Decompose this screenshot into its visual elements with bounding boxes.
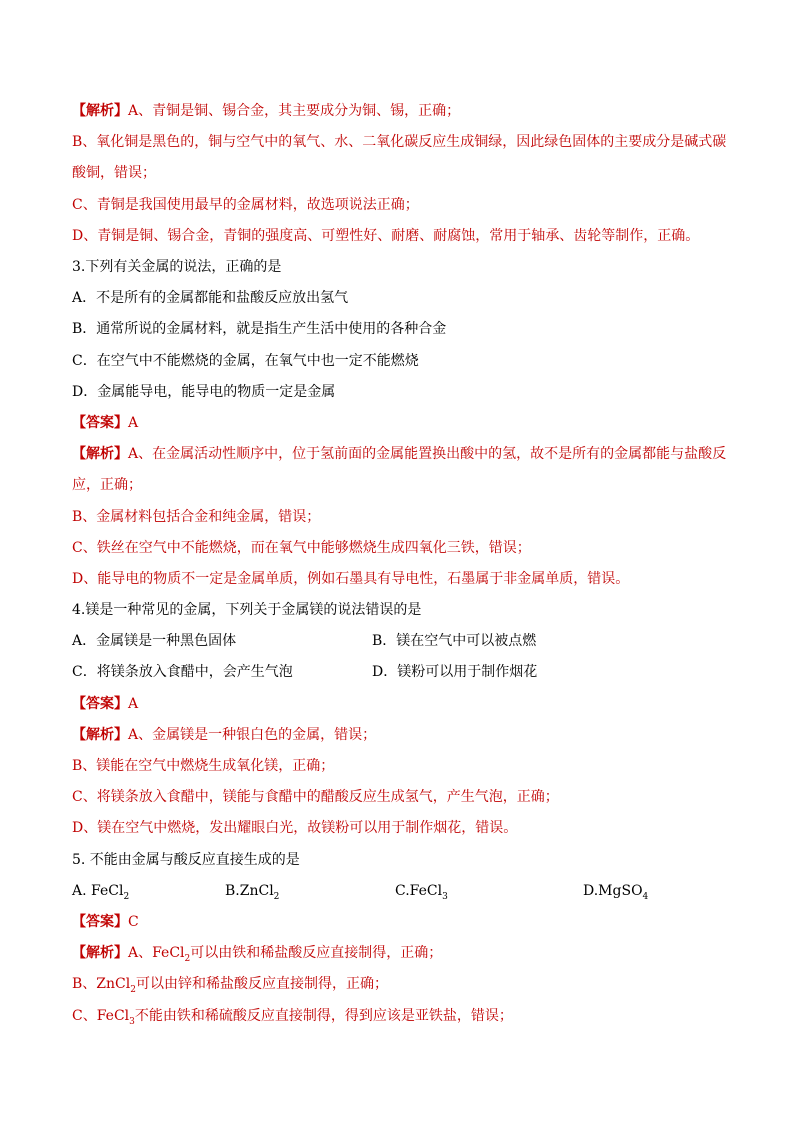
q4-option-d: D．镁粉可以用于制作烟花 [372, 664, 538, 681]
q4-option-b: B．镁在空气中可以被点燃 [372, 633, 537, 650]
q5-option-d: D.MgSO$_4$ [583, 882, 649, 902]
q4-analysis-c: C、将镁条放入食醋中，镁能与食醋中的醋酸反应生成氢气，产生气泡，正确； [72, 789, 559, 806]
q3-analysis-c: C、铁丝在空气中不能燃烧，而在氧气中能够燃烧生成四氧化三铁，错误； [72, 539, 531, 556]
q2-analysis-d: D、青铜是铜、锡合金，青铜的强度高、可塑性好、耐磨、耐腐蚀，常用于轴承、齿轮等制作，正确。 [72, 227, 700, 244]
q4-options-row-1 [72, 626, 732, 657]
q5-options-row [72, 876, 732, 907]
q3-stem: 3.下列有关金属的说法，正确的是 [72, 258, 282, 275]
q3-analysis-b: B、金属材料包括合金和纯金属，错误； [72, 508, 321, 525]
q4-analysis-d: D、镁在空气中燃烧，发出耀眼白光，故镁粉可以用于制作烟花，错误。 [72, 820, 518, 837]
q3-analysis-d: D、能导电的物质不一定是金属单质，例如石墨具有导电性，石墨属于非金属单质，错误。 [72, 570, 630, 587]
q3-option-d: D．金属能导电，能导电的物质一定是金属 [72, 383, 336, 400]
q3-option-b: B．通常所说的金属材料，就是指生产生活中使用的各种合金 [72, 321, 447, 338]
q4-answer: 【答案】A [72, 695, 139, 712]
q4-options-row-2 [72, 657, 732, 688]
q5-analysis-a: 【解析】A、FeCl$_2$可以由铁和稀盐酸反应直接制得，正确； [72, 945, 443, 964]
q4-analysis-b: B、镁能在空气中燃烧生成氧化镁，正确； [72, 758, 335, 774]
q3-answer: 【答案】A [72, 414, 139, 431]
q2-analysis-a: 【解析】A、青铜是铜、锡合金，其主要成分为铜、锡，正确； [72, 103, 461, 119]
q5-analysis-c: C、FeCl$_3$不能由铁和稀硫酸反应直接制得，得到应该是亚铁盐，错误； [72, 1007, 513, 1027]
q5-analysis-b: B、ZnCl$_2$可以由锌和稀盐酸反应直接制得，正确； [72, 976, 388, 996]
q3-option-c: C．在空气中不能燃烧的金属，在氧气中也一定不能燃烧 [72, 352, 419, 369]
q2-analysis-c: C、青铜是我国使用最早的金属材料，故选项说法正确； [72, 196, 419, 213]
q3-analysis-a: 【解析】A、在金属活动性顺序中，位于氢前面的金属能置换出酸中的氢，故不是所有的金属都能与盐酸反应，正确； [72, 446, 727, 494]
document-page [72, 96, 732, 1032]
q5-answer: 【答案】C [72, 913, 139, 930]
q5-option-b: B.ZnCl$_2$ [225, 882, 280, 902]
q4-stem: 4.镁是一种常见的金属，下列关于金属镁的说法错误的是 [72, 602, 422, 619]
analysis-tag: 【解析】 [72, 103, 128, 119]
q3-option-a: A．不是所有的金属都能和盐酸反应放出氢气 [72, 290, 349, 307]
q5-option-a: A. FeCl$_2$ [72, 882, 130, 902]
q4-option-a: A．金属镁是一种黑色固体 [72, 633, 237, 650]
q4-analysis-a: 【解析】A、金属镁是一种银白色的金属，错误； [72, 726, 377, 743]
q2-analysis-b: B、氧化铜是黑色的，铜与空气中的氧气、水、二氧化碳反应生成铜绿，因此绿色固体的主要成分是碱式碳酸铜，错误； [72, 134, 727, 182]
q5-option-c: C.FeCl$_3$ [395, 882, 448, 902]
q4-option-c: C．将镁条放入食醋中，会产生气泡 [72, 664, 293, 681]
q5-stem: 5. 不能由金属与酸反应直接生成的是 [72, 851, 300, 868]
